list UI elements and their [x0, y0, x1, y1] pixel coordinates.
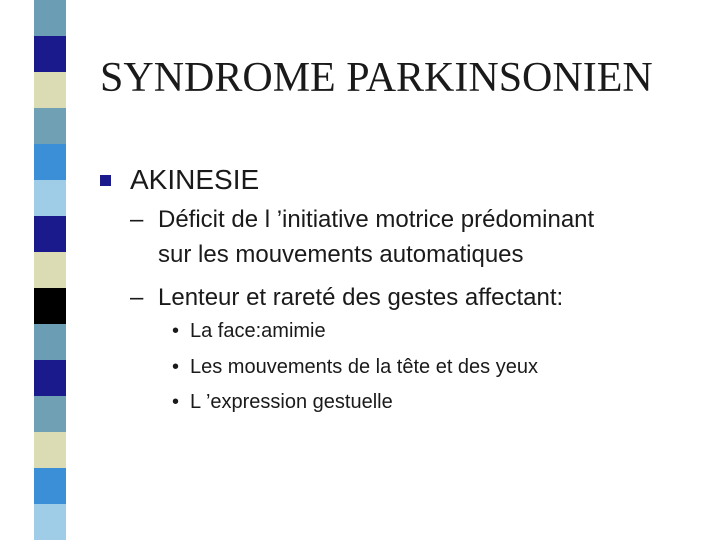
stripe-block: [34, 36, 66, 72]
stripe-block: [34, 396, 66, 432]
stripe-block: [34, 72, 66, 108]
dot-bullet-icon: •: [172, 320, 180, 342]
stripe-block: [34, 0, 66, 36]
sub-sub-bullet-1: La face:amimie: [190, 320, 326, 342]
main-bullet-text: AKINESIE: [130, 164, 260, 195]
stripe-block: [34, 180, 66, 216]
dot-bullet-icon: •: [172, 391, 180, 413]
square-bullet-icon: [100, 175, 111, 186]
slide-title: SYNDROME PARKINSONIEN: [100, 55, 653, 101]
stripe-block: [34, 288, 66, 324]
stripe-block: [34, 252, 66, 288]
stripe-block: [34, 468, 66, 504]
stripe-block: [34, 360, 66, 396]
stripe-block: [34, 108, 66, 144]
sub-bullet-1-line1: Déficit de l ’initiative motrice prédominant: [158, 206, 595, 233]
stripe-block: [34, 324, 66, 360]
dash-bullet-icon: –: [130, 206, 144, 233]
stripe-block: [34, 432, 66, 468]
decorative-stripe: [34, 0, 66, 540]
dot-bullet-icon: •: [172, 356, 180, 378]
stripe-block: [34, 504, 66, 540]
sub-sub-bullet-2: Les mouvements de la tête et des yeux: [190, 356, 538, 378]
dash-bullet-icon: –: [130, 284, 144, 311]
sub-bullet-1-line2: sur les mouvements automatiques: [158, 241, 524, 268]
sub-sub-bullet-3: L ’expression gestuelle: [190, 391, 393, 413]
sub-bullet-2-line1: Lenteur et rareté des gestes affectant:: [158, 284, 564, 311]
stripe-block: [34, 144, 66, 180]
stripe-block: [34, 216, 66, 252]
